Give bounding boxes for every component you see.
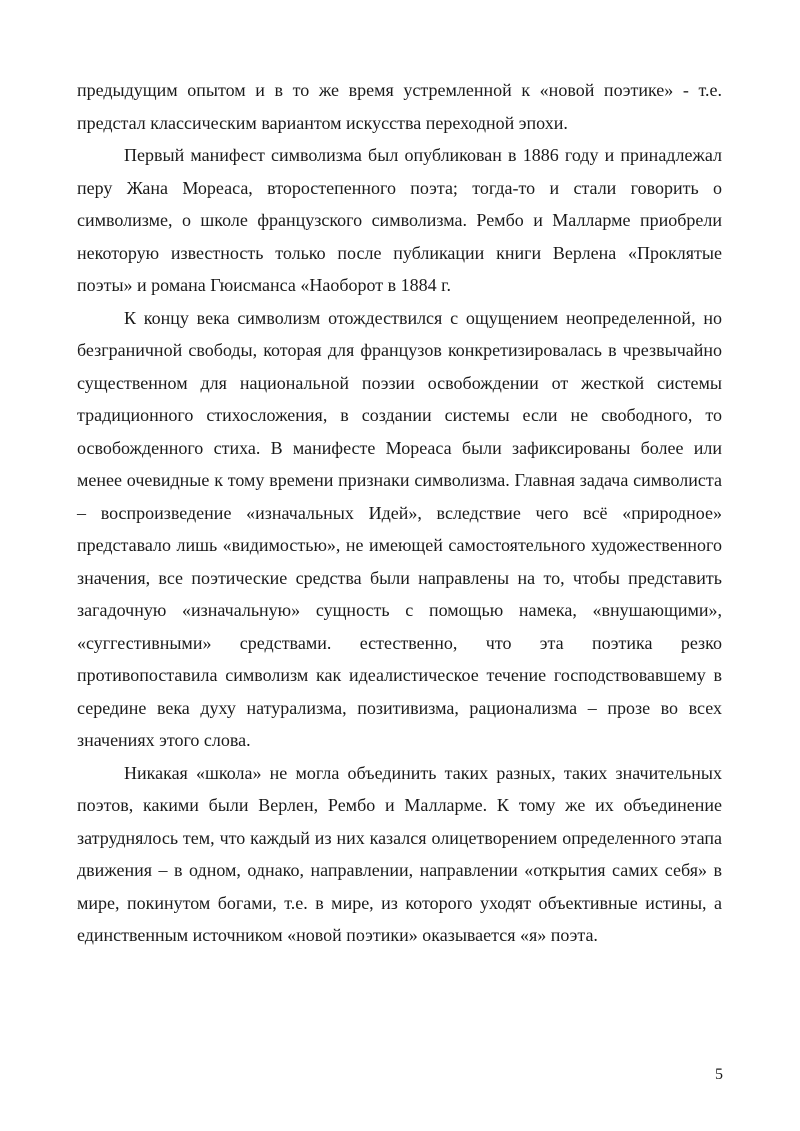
paragraph-school: Никакая «школа» не могла объединить таких разных, таких значительных поэтов, какими были Верлен, Рембо и Малларме. К тому же их объединение затруднялось тем, что каждый из них казался олицетворением определенного этапа движения – в одном, однако, направлении, направлении «открытия самих себя» в мире, покинутом богами, т.е. в мире, из которого уходят объективные истины, а единственным источником «новой поэтики» оказывается «я» поэта. [77, 762, 722, 945]
body-text [77, 74, 722, 952]
paragraph-continuation: предыдущим опытом и в то же время устремленной к «новой поэтике» - т.е. предстал классическим вариантом искусства переходной эпохи. [77, 80, 722, 133]
page-number: 5 [715, 1066, 723, 1083]
paragraph-freedom: К концу века символизм отождествился с ощущением неопределенной, но безграничной свободы, которая для французов конкретизировалась в чрезвычайно существенном для национальной поэзии освобождении от жесткой системы традиционного стихосложения, в создании системы если не свободного, то освобожденного стиха. В манифесте Мореаса были зафиксированы более или менее очевидные к тому времени признаки символизма. Главная задача символиста – воспроизведение «изначальных Идей», вследствие чего всё «природное» представало лишь «видимостью», не имеющей самостоятельного художественного значения, все поэтические средства были направлены на то, чтобы представить загадочную «изначальную» сущность с помощью намека, «внушающими», «суггестивными» средствами. естественно, что эта поэтика резко противопоставила символизм как идеалистическое течение господствовавшему в середине века духу натурализма, позитивизма, рационализма – прозе во всех значениях этого слова. [77, 307, 722, 750]
paragraph-manifesto: Первый манифест символизма был опубликован в 1886 году и принадлежал перу Жана Мореаса, второстепенного поэта; тогда-то и стали говорить о символизме, о школе французского символизма. Рембо и Малларме приобрели некоторую известность только после публикации книги Верлена «Проклятые поэты» и романа Гюисманса «Наоборот в 1884 г. [77, 145, 722, 295]
